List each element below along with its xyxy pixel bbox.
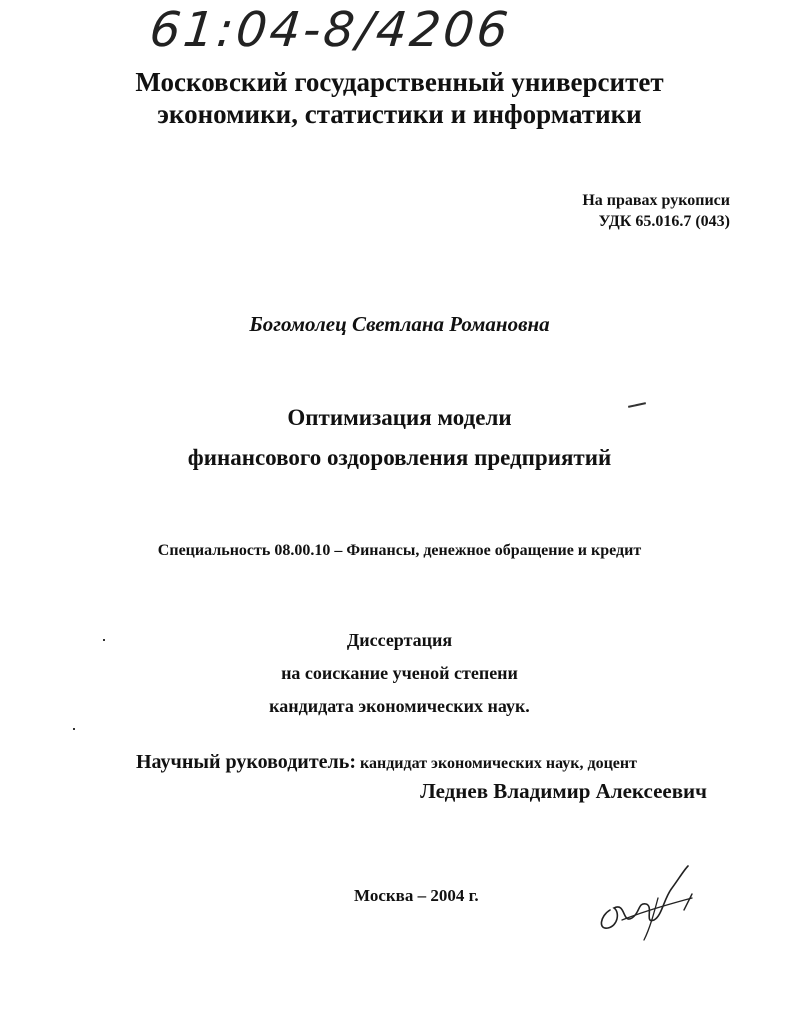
degree-line-3: кандидата экономических наук. [269, 696, 530, 716]
author-name: Богомолец Светлана Романовна [249, 312, 550, 336]
supervisor-name: Леднев Владимир Алексеевич [420, 779, 707, 803]
manuscript-block [582, 190, 730, 232]
supervisor-line [136, 751, 637, 774]
city-year: Москва – 2004 г. [354, 886, 479, 905]
archive-code-handwritten: 61:04-8/4206 [147, 2, 514, 58]
university-name-line-2: экономики, статистики и информатики [157, 99, 642, 129]
university-name [0, 66, 799, 130]
thesis-title-line-2: финансового оздоровления предприятий [187, 445, 612, 470]
specialty-line: Специальность 08.00.10 – Финансы, денежное обращение и кредит [157, 542, 642, 559]
udc-code: УДК 65.016.7 (043) [598, 213, 730, 230]
manuscript-rights: На правах рукописи [582, 192, 730, 209]
university-name-line-1: Московский государственный университет [135, 67, 664, 97]
degree-line-2: на соискание ученой степени [281, 663, 518, 683]
degree-line-1: Диссертация [346, 630, 453, 650]
signature-icon [592, 858, 702, 948]
degree-block [0, 624, 799, 723]
supervisor-label: Научный руководитель: [136, 751, 356, 773]
thesis-title [0, 398, 799, 478]
scan-speck [73, 728, 75, 730]
thesis-title-line-1: Оптимизация модели [287, 405, 512, 430]
supervisor-details: кандидат экономических наук, доцент [360, 755, 637, 772]
